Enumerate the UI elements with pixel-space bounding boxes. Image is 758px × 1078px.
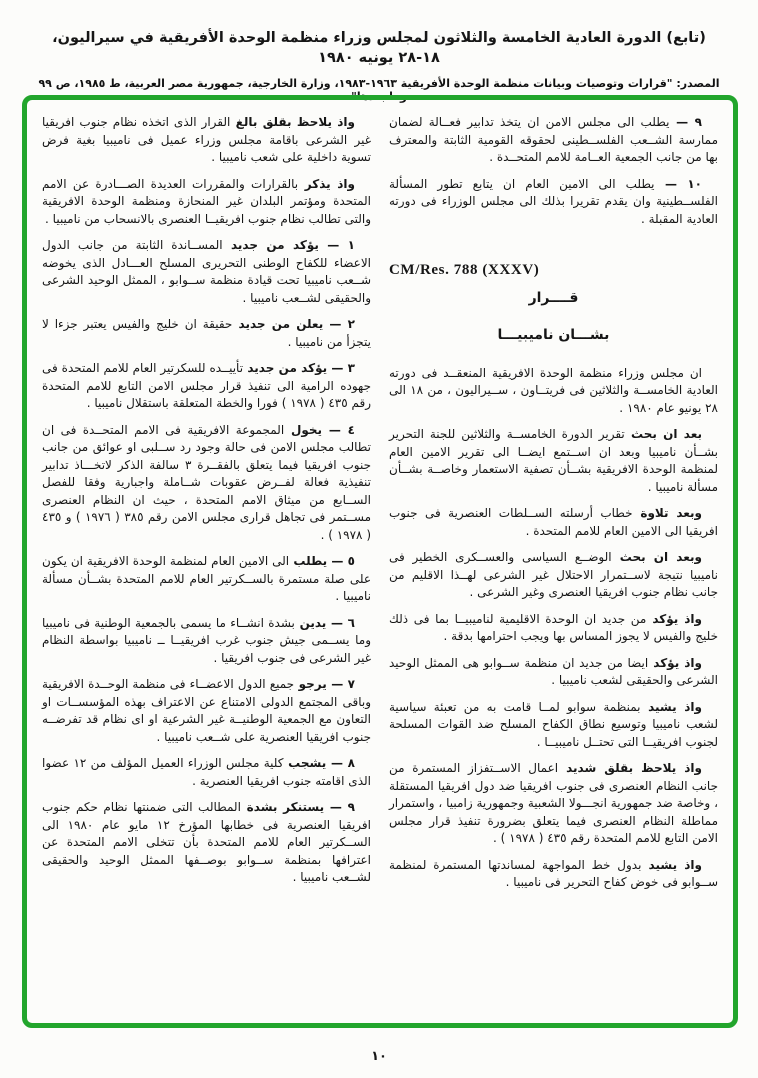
paragraph: ٩ — يطلب الى مجلس الامن ان يتخذ تدابير فعــالة لضمان ممارسة الشــعب الفلســطينى لحقوقه القومية الثابتة والمعترف بها من جانب الجمعية العــامة للامم المتحــدة .	[389, 115, 718, 164]
paragraph: واذ يلاحظ بقلق شديد اعمال الاســتفزاز المستمرة من جانب النظام العنصرى فى جنوب افريقيا ضد دول افريقيا المستقلة ، وخاصة ضد جمهورية انجـــولا الشعبية وجمهورية زامبيا ، واستمرار مماطلة النظام العنصرى فيما يتعلق بضرورة تنفيذ قرار مجلس الامن التابع للامم المتحدة رقم ٤٣٥ ( ١٩٧٨ ) .	[389, 761, 718, 845]
paragraph: وبعد تلاوة خطاب أرسلته الســلطات العنصرية فى جنوب افريقيا الى الامين العام للامم المتحدة .	[389, 506, 718, 538]
paragraph: ٩ — يستنكر بشدة المطالب التى ضمنتها نظام حكم جنوب افريقيا العنصرية فى خطابها المؤرخ ١٢ مايو عام ١٩٨٠ الى الســكرتير العام للامم المتحدة بأن تتخلى الامم المتحدة عن اعترافها بمنظمة ســوابو بوصــفها الممثل الوحيد والحقيقى لشــعب ناميبيا .	[42, 800, 372, 884]
paragraph-lead: ٧ — يرجو	[294, 677, 355, 691]
paragraph-lead: وبعد تلاوة	[632, 506, 703, 520]
paragraph: واذ يشيد بدول خط المواجهة لمساندتها المستمرة لمنظمة ســوابو فى خوض كفاح التحرير فى ناميبيا .	[389, 857, 718, 889]
content-frame	[22, 95, 738, 1028]
paragraph-lead: ٥ — يطلب	[289, 554, 355, 568]
paragraph: ٨ — يشجب كلية مجلس الوزراء العميل المؤلف من ١٢ عضوا الذى اقامته جنوب افريقيا العنصرية .	[42, 756, 371, 788]
resolution-subtitle: بشـــان ناميبيـــا	[497, 327, 610, 343]
page-footer	[0, 1049, 758, 1064]
header-session-title: (تابع) الدورة العادية الخامسة والثلاثون لمجلس وزراء منظمة الوحدة الأفريقية في سيراليون، ١٨-٢٨ يونيه ١٩٨٠	[52, 30, 706, 67]
paragraph: ٦ — يدين بشدة انشــاء ما يسمى بالجمعية الوطنية فى ناميبيا وما يســمى جيش جنوب غرب افريقيــا ــ ناميبيا بواسطة النظام غير الشرعى فى جنوب افريقيا .	[42, 615, 371, 665]
paragraph-lead: واذ يلاحظ بقلق شديد	[558, 761, 702, 775]
paragraph-lead: ٨ — يشجب	[283, 756, 355, 770]
paragraph: ٧ — يرجو جميع الدول الاعضــاء فى منظمة الوحــدة الافريقية وباقى المجتمع الدولى الامتناع عن الاعتراف بهذه المؤسســات او التعاون مع الجمعية الوطنيــة غير الشرعية او اى نظام قد تفرضــه جنوب افريقيا العنصرية على شــعب ناميبيا .	[42, 677, 371, 744]
resolution-code: CM/Res. 788 (XXXV)	[389, 262, 540, 278]
paragraph-lead: واذ يؤكد	[648, 655, 703, 670]
paragraph: واذ يذكر بالقرارات والمقررات العديدة الصـــادرة عن الامم المتحدة ومؤتمر البلدان غير المنحازة ومنظمة الوحدة الافريقية والتى تطالب نظام جنوب افريقيــا العنصرى بالانسحاب من ناميبيا .	[42, 176, 371, 226]
paragraph-lead: واذ يشيد	[641, 857, 702, 872]
paragraph: وبعد ان بحث الوضــع السياسى والعســكرى الخطير فى ناميبيا نتيجة لاســتمرار الاحتلال غير الشرعى لهــذا الاقليم من جانب نظام جنوب افريقيا العنصرى وغير الشرعى .	[389, 550, 718, 599]
paragraph-lead: بعد ان بحث	[624, 427, 702, 441]
header-source-line: المصدر: "قرارات وتوصيات وبيانات منظمة الوحدة الأفريقية ١٩٦٣-١٩٨٣، وزارة الخارجية، جمهورية مصر العربية، ط ١٩٨٥، ص ٩٩ وما بعدها"	[38, 76, 720, 103]
paragraph-lead: وبعد ان بحث	[611, 550, 702, 564]
paragraph: ١٠ — يطلب الى الامين العام ان يتابع تطور المسألة الفلســطينية وان يقدم تقريرا بذلك الى مجلس الوزراء فى دورته العادية المقبلة .	[389, 176, 718, 226]
paragraph-lead: ٢ — يعلن من جديد	[232, 317, 355, 331]
paragraph-lead: واذ يشيد	[640, 699, 702, 714]
paragraph-lead: ١٠ —	[654, 176, 703, 191]
page-number: ١٠	[371, 1049, 387, 1064]
paragraph: واذ يؤكد من جديد ان الوحدة الاقليمية لناميبيــا بما فى ذلك خليج والفيس لا يجوز المساس بها ويجب احترامها بدقة .	[389, 611, 718, 643]
column-right	[389, 114, 718, 1013]
paragraph-lead: ٩ — يستنكر بشدة	[240, 800, 355, 814]
paragraph-lead: واذ يذكر	[298, 176, 356, 191]
paragraph: ٤ — يخول المجموعة الافريقية فى الامم المتحــدة فى ان تطالب مجلس الامن فى حالة وجود رد ســلبى او عوائق من جانب جنوب افريقيا فيما يتعلق بالفقــرة ٣ سالفة الذكر لاتخـــاذ تدابير تنفيذية فعالة لفــرض عقوبات شــاملة واجبارية وفقا للفصل الســابع من ميثاق الامم المتحدة ، حيث ان النظام العنصرى مســتمر فى تجاهل قرارى مجلس الامن رقم ٣٨٥ ( ١٩٧٦ ) و ٤٣٥ ( ١٩٧٨ ) .	[42, 422, 372, 542]
resolution-title: قــــرار	[528, 289, 579, 306]
paragraph: واذ يلاحظ بقلق بالغ القرار الذى اتخذه نظام جنوب افريقيا غير الشرعى باقامة مجلس وزراء عميل فى ناميبيا بغية فرض تسوية داخلية على شعب ناميبيا .	[42, 115, 371, 164]
column-left	[42, 114, 371, 1013]
paragraph-lead: ٩ —	[669, 115, 702, 129]
paragraph: واذ يؤكد ايضا من جديد ان منظمة ســوابو هى الممثل الوحيد الشرعى والحقيقى لشعب ناميبيا .	[389, 655, 718, 687]
paragraph-lead: ١ — يؤكد من جديد	[222, 238, 355, 252]
paragraph: ٣ — يؤكد من جديد تأييــده للسكرتير العام للامم المتحدة فى جهوده الرامية الى تنفيذ قرار مجلس الامن التابع للامم المتحدة رقم ٤٣٥ ( ١٩٧٨ ) فورا والخطة المتعلقة باستقلال ناميبيا .	[42, 361, 371, 410]
paragraph: ٥ — يطلب الى الامين العام لمنظمة الوحدة الافريقية ان يكون على صلة مستمرة بالســكرتير العام للامم المتحدة بشــأن مسألة ناميبيا .	[42, 554, 371, 603]
paragraph: ١ — يؤكد من جديد المســاندة الثابتة من جانب الدول الاعضاء للكفاح الوطنى التحريرى المسلح العـــادل الذى يخوضه شــعب ناميبيا تحت قيادة منظمة ســوابو ، الممثل الوحيد الشرعى والحقيقى لشــعب ناميبيا .	[42, 238, 371, 305]
paragraph: ان مجلس وزراء منظمة الوحدة الافريقية المنعقــد فى دورته العادية الخامســة والثلاثين فى فريتــاون ، ســيراليون ، من ١٨ الى ٢٨ يونيو عام ١٩٨٠ .	[389, 365, 718, 415]
paragraph-lead: ٤ — يخول	[284, 422, 355, 437]
paragraph-lead: واذ يلاحظ بقلق بالغ	[230, 115, 355, 129]
page-header	[30, 28, 728, 103]
paragraph: بعد ان بحث تقرير الدورة الخامســة والثلاثين للجنة التحرير بشــأن ناميبيا وبعد ان اســتمع ايضــا الى تقرير الامين العام لمنظمة الوحدة الافريقية بشــأن تصفية الاستعمار وخاصــة بشــأن مسألة ناميبيا .	[389, 427, 718, 494]
paragraph-lead: ٦ — يدين	[294, 615, 355, 630]
paragraph-lead: واذ يؤكد	[646, 611, 702, 626]
paragraph-lead: ٣ — يؤكد من جديد	[243, 361, 355, 375]
paragraph: ٢ — يعلن من جديد حقيقة ان خليج والفيس يعتبر جزءا لا يتجزأ من ناميبيا .	[42, 317, 371, 349]
paragraph: واذ يشيد بمنظمة سوابو لمــا قامت به من تعبئة سياسية لشعب ناميبيا وتوسيع نطاق الكفاح المسلح ضد القوات المسلحة لجنوب افريقيــا التى تحتــل ناميبيــا .	[389, 699, 718, 749]
